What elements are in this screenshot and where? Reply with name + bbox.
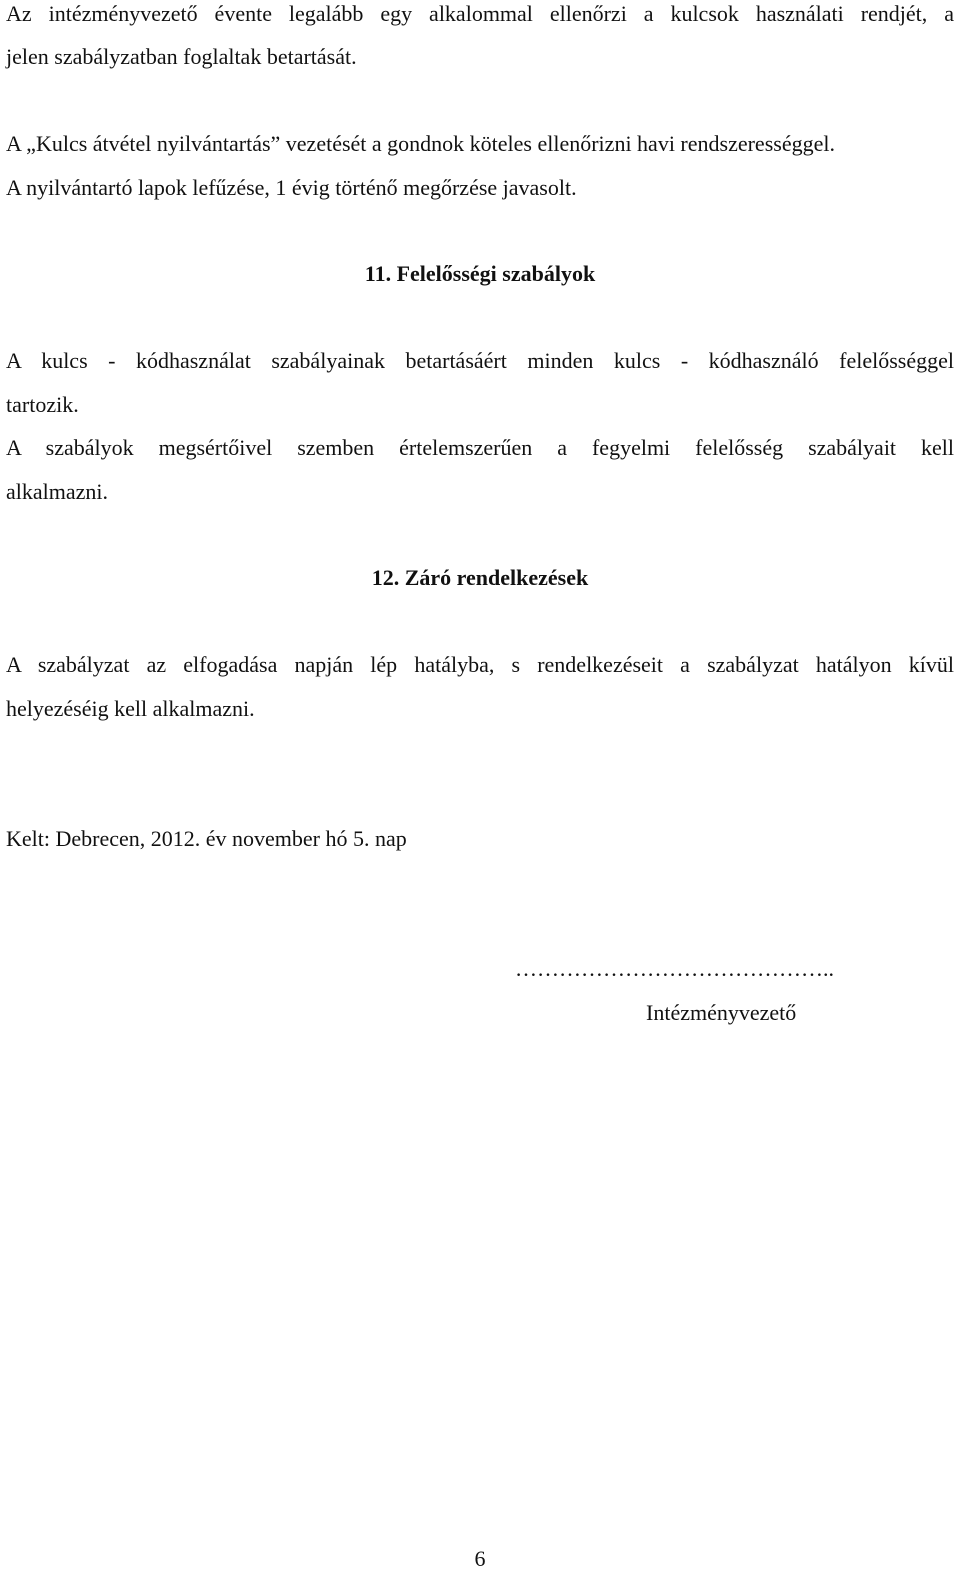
section-heading: 12. Záró rendelkezések <box>371 565 589 590</box>
paragraph-line: A nyilvántartó lapok lefűzése, 1 évig történő megőrzése javasolt. <box>6 175 577 200</box>
paragraph-line: alkalmazni. <box>6 479 109 504</box>
paragraph-line: helyezéséig kell alkalmazni. <box>6 696 255 721</box>
date-line: Kelt: Debrecen, 2012. év november hó 5. nap <box>6 826 407 851</box>
paragraph-line: A kulcs - kódhasználat szabályainak betartásáért minden kulcs - kódhasználó felelősséggel <box>6 348 954 373</box>
paragraph-line: A „Kulcs átvétel nyilvántartás” vezetését a gondnok köteles ellenőrizni havi rendszerességgel. <box>6 131 835 156</box>
page-number: 6 <box>474 1546 486 1571</box>
signature-title: Intézményvezető <box>646 1000 797 1025</box>
paragraph-line: tartozik. <box>6 392 79 417</box>
section-heading: 11. Felelősségi szabályok <box>364 261 596 286</box>
paragraph-line: A szabályzat az elfogadása napján lép hatályba, s rendelkezéseit a szabályzat hatályon kívül <box>6 652 954 677</box>
paragraph-line: A szabályok megsértőivel szemben értelemszerűen a fegyelmi felelősség szabályait kell <box>6 435 954 460</box>
signature-line: …………………………………….. <box>515 956 834 981</box>
paragraph-line: Az intézményvezető évente legalább egy alkalommal ellenőrzi a kulcsok használati rendjét, a <box>6 1 954 26</box>
paragraph-line: jelen szabályzatban foglaltak betartását. <box>6 44 357 69</box>
